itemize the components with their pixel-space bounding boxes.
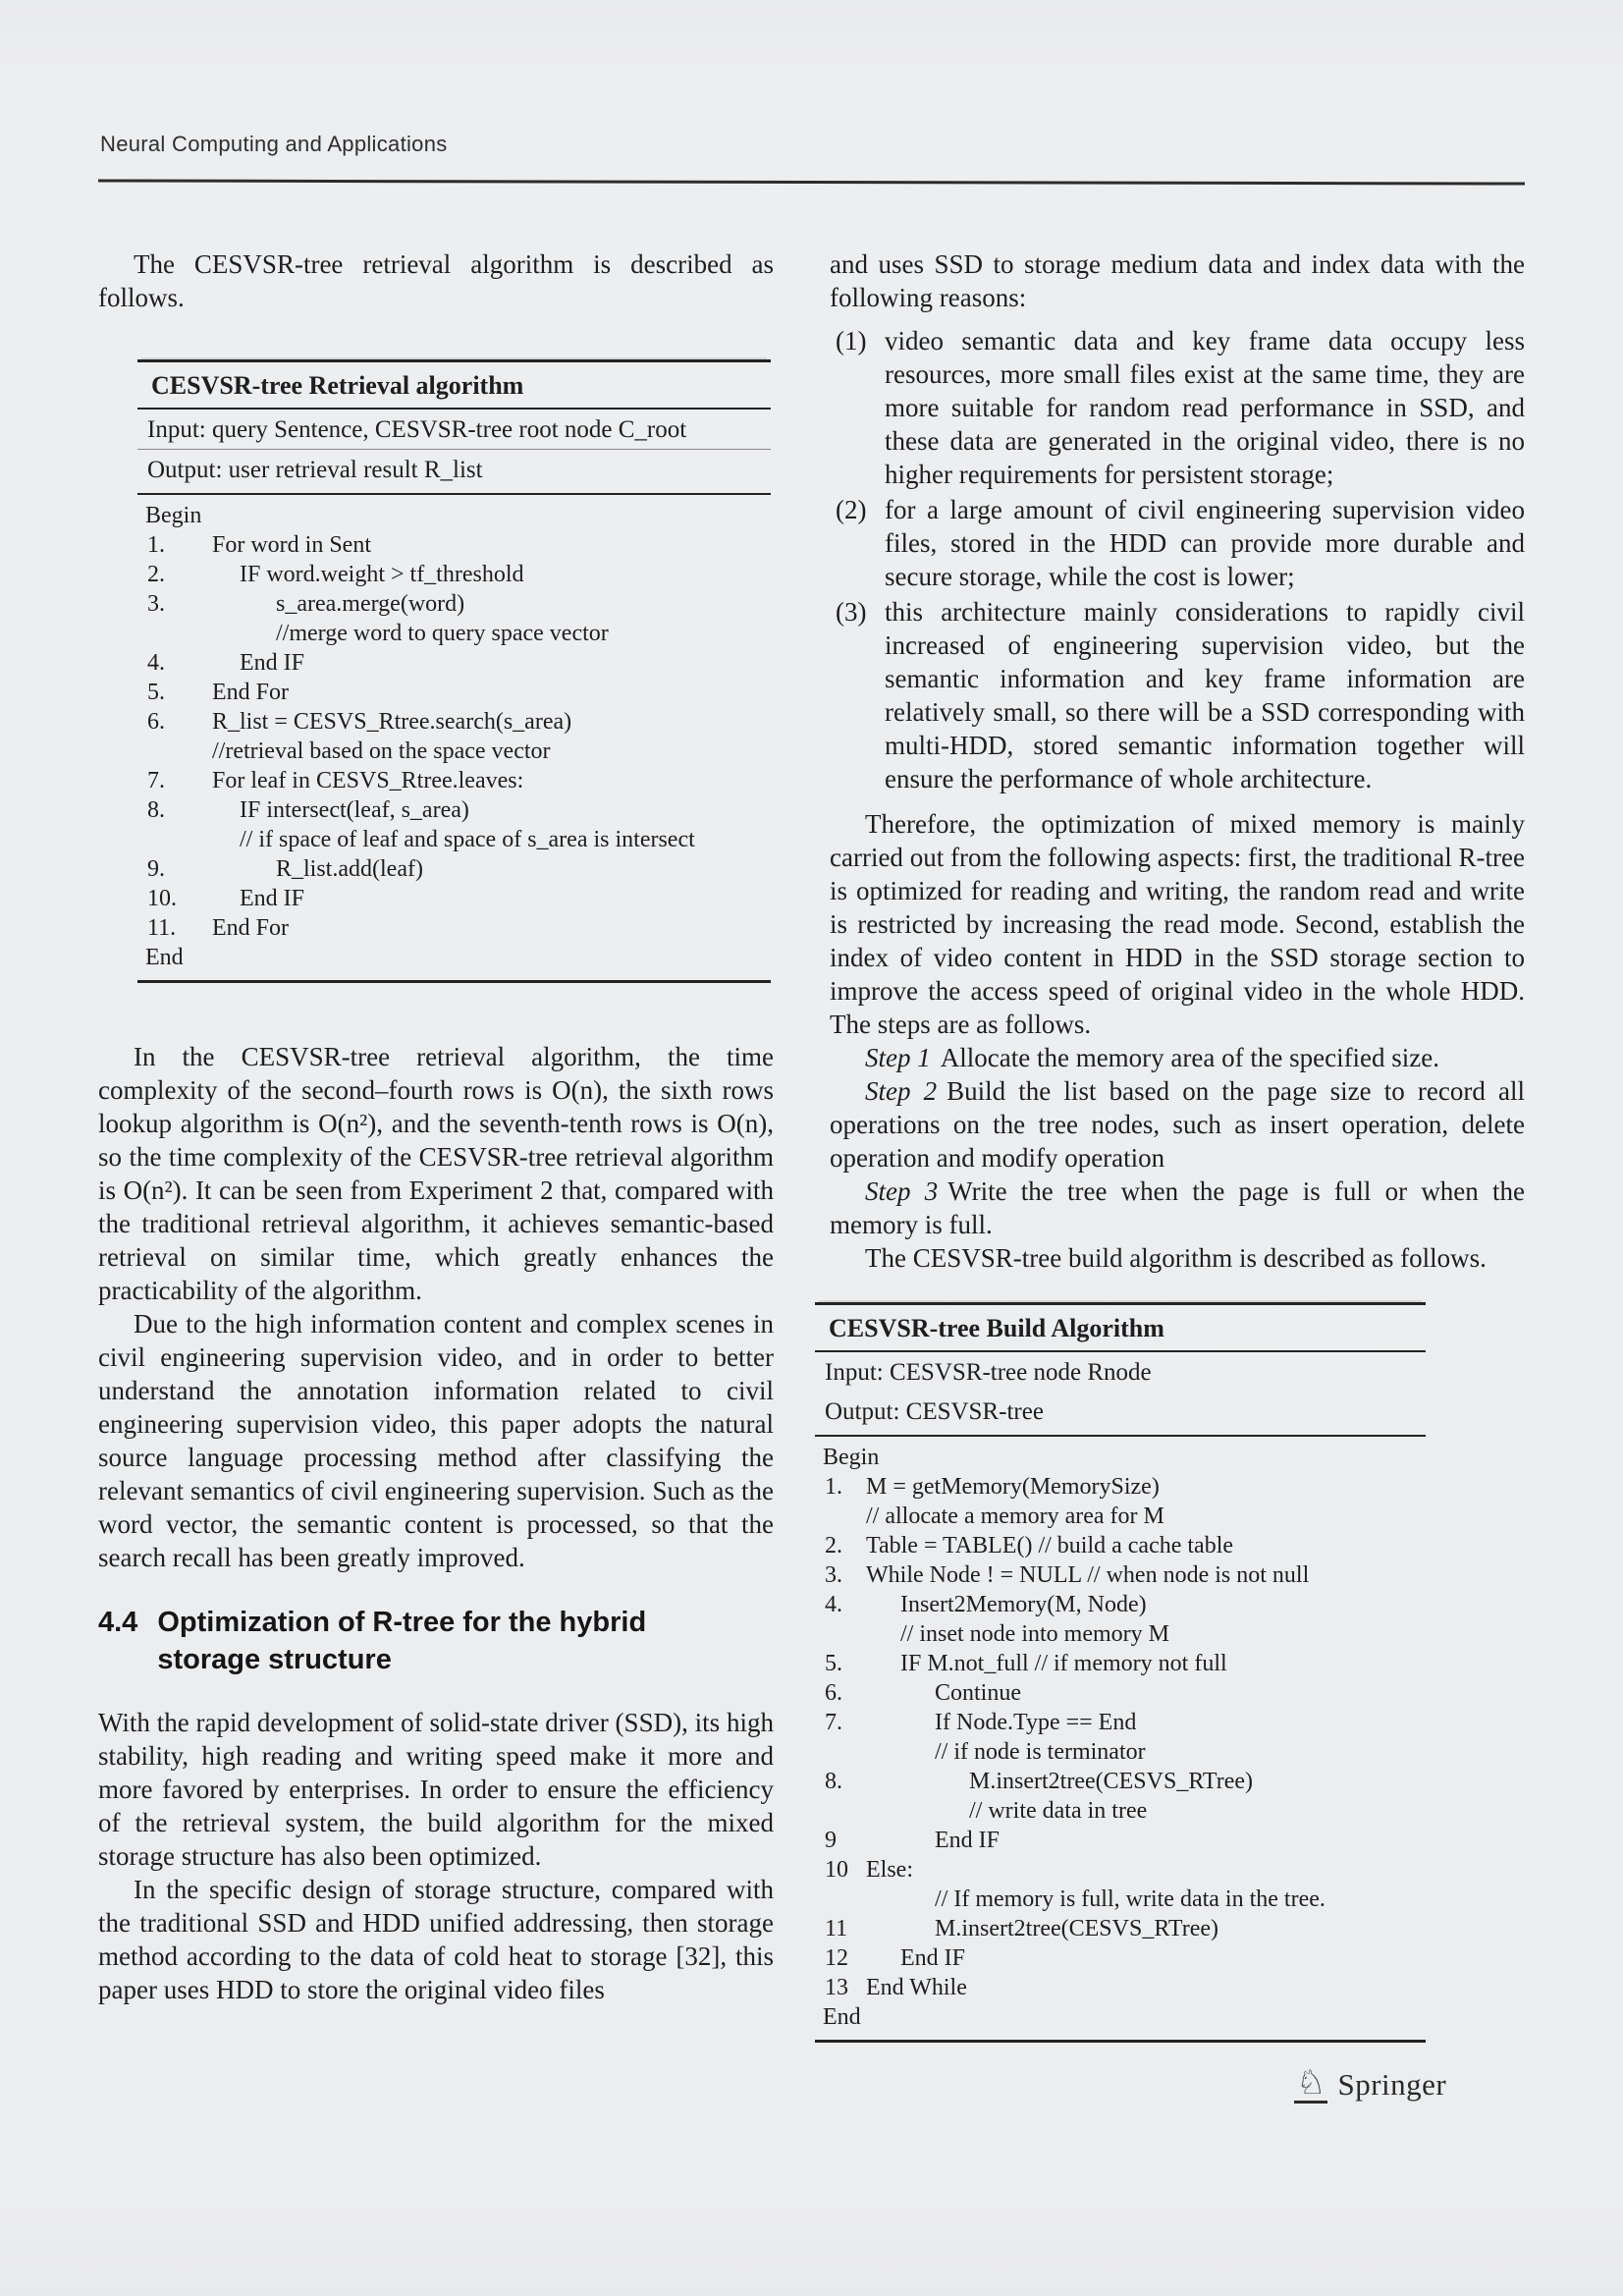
- line-code: End IF: [240, 886, 304, 911]
- line-number: 4.: [825, 1592, 842, 1617]
- algorithm-line: [137, 795, 771, 825]
- right-column: [823, 247, 1525, 2043]
- line-code: While Node ! = NULL // when node is not null: [866, 1562, 1310, 1588]
- algorithm-box-retrieval: [137, 359, 771, 983]
- line-code: IF intersect(leaf, s_area): [240, 797, 469, 823]
- line-number: 13: [825, 1975, 848, 2000]
- step-item: [830, 1041, 1525, 1074]
- section-title: Optimization of R-tree for the hybrid storage structure: [157, 1607, 647, 1675]
- line-number: 2.: [147, 562, 165, 587]
- algorithm-line: [815, 1531, 1426, 1560]
- line-number: 5.: [825, 1651, 842, 1676]
- algorithm-line: [137, 707, 771, 737]
- algorithm-title: CESVSR-tree Build Algorithm: [815, 1305, 1426, 1352]
- line-code: End IF: [240, 650, 304, 676]
- line-code: // inset node into memory M: [900, 1621, 1169, 1647]
- line-number: 3.: [147, 591, 165, 617]
- algorithm-lines: [815, 1472, 1426, 2002]
- line-number: 11.: [147, 915, 177, 941]
- line-number: 9: [825, 1828, 837, 1853]
- step-item: [830, 1074, 1525, 1175]
- algorithm-input: Input: query Sentence, CESVSR-tree root node C_root: [137, 410, 771, 450]
- line-number: 3.: [825, 1562, 842, 1588]
- line-code: End IF: [900, 1945, 965, 1971]
- reason-item: [830, 595, 1525, 795]
- algorithm-line: [815, 1855, 1426, 1885]
- algorithm-input: Input: CESVSR-tree node Rnode: [825, 1359, 1152, 1386]
- section-heading: [98, 1604, 774, 1678]
- paragraph-intro: The CESVSR-tree retrieval algorithm is described as follows.: [98, 249, 774, 312]
- line-code: Insert2Memory(M, Node): [900, 1592, 1147, 1617]
- algorithm-begin: Begin: [823, 1445, 880, 1470]
- step-text: Write the tree when the page is full or when the memory is full.: [830, 1176, 1525, 1239]
- line-code: // allocate a memory area for M: [866, 1503, 1164, 1529]
- line-code: Else:: [866, 1857, 913, 1883]
- algorithm-line: [815, 1973, 1426, 2002]
- line-number: 10: [825, 1857, 848, 1883]
- algorithm-line: [137, 825, 771, 854]
- line-code: End IF: [935, 1828, 1000, 1853]
- algorithm-line: [137, 913, 771, 943]
- step-text: Build the list based on the page size to record all operations on the tree nodes, such as insert operation, delete operation and modify operation: [830, 1076, 1525, 1173]
- algorithm-line: [815, 1502, 1426, 1531]
- line-code: Table = TABLE() // build a cache table: [866, 1533, 1234, 1558]
- line-code: M.insert2tree(CESVS_RTree): [969, 1769, 1253, 1794]
- paragraph-build-intro: The CESVSR-tree build algorithm is described as follows.: [865, 1243, 1487, 1273]
- line-code: R_list.add(leaf): [276, 856, 423, 882]
- springer-knight-icon: ♘: [1296, 2063, 1326, 2103]
- header-rule: [98, 179, 1525, 185]
- line-code: // If memory is full, write data in the tree.: [935, 1886, 1325, 1912]
- line-code: End While: [866, 1975, 967, 2000]
- algorithm-end: End: [145, 945, 184, 970]
- algorithm-begin: Begin: [145, 503, 202, 528]
- algorithm-line: [815, 1796, 1426, 1826]
- algorithm-io: [815, 1352, 1426, 1437]
- reason-text: this architecture mainly considerations to rapidly civil increased of engineering supervision video, but the semantic information and key frame information are relatively small, so there will be a SSD corresponding with multi-HDD, stored semantic information together will ensure the performance of whole architecture.: [885, 597, 1525, 793]
- paragraph-therefore: Therefore, the optimization of mixed memory is mainly carried out from the following aspects: first, the traditional R-tree is optimized for reading and writing, the random read and write is restricted by increasing the read mode. Second, establish the index of video content in HDD in the SSD storage section to improve the access speed of original video in the whole HDD. The steps are as follows.: [830, 809, 1525, 1039]
- reason-text: video semantic data and key frame data occupy less resources, more small files exist at the same time, they are more suitable for random read performance in SSD, and these data are generated in the original video, there is no higher requirements for persistent storage;: [885, 326, 1525, 489]
- algorithm-line: [815, 1472, 1426, 1502]
- reason-number: (2): [836, 495, 867, 524]
- line-number: 8.: [147, 797, 165, 823]
- paragraph-complexity: In the CESVSR-tree retrieval algorithm, the time complexity of the second–fourth rows is O(n), the sixth rows lookup algorithm is O(n²), and the seventh-tenth rows is O(n), so the time complexity of the CESVSR-tree retrieval algorithm is O(n²). It can be seen from Experiment 2 that, compared with the traditional retrieval algorithm, it achieves semantic-based retrieval on similar time, which greatly enhances the practicability of the algorithm.: [98, 1042, 774, 1305]
- left-column: [98, 247, 774, 2006]
- algorithm-line: [815, 1885, 1426, 1914]
- reasons-list: [830, 324, 1525, 795]
- paragraph-design: In the specific design of storage structure, compared with the traditional SSD and HDD unified addressing, then storage method according to the data of cold heat to storage [32], this paper uses HDD to store the original video files: [98, 1875, 774, 2004]
- reason-item: [830, 324, 1525, 491]
- algorithm-line: [815, 1943, 1426, 1973]
- line-code: s_area.merge(word): [276, 591, 465, 617]
- algorithm-line: [137, 854, 771, 884]
- journal-header: Neural Computing and Applications: [100, 132, 448, 156]
- algorithm-box-build: [815, 1302, 1426, 2043]
- line-code: M.insert2tree(CESVS_RTree): [935, 1916, 1218, 1941]
- line-code: Continue: [935, 1680, 1021, 1706]
- line-number: 6.: [825, 1680, 842, 1706]
- algorithm-line: [137, 884, 771, 913]
- line-number: 12: [825, 1945, 848, 1971]
- algorithm-lines: [137, 530, 771, 943]
- algorithm-line: [815, 1767, 1426, 1796]
- algorithm-title: CESVSR-tree Retrieval algorithm: [137, 362, 771, 410]
- springer-wordmark: Springer: [1337, 2067, 1447, 2102]
- steps-list: [830, 1041, 1525, 1241]
- line-number: 5.: [147, 680, 165, 705]
- line-code: //retrieval based on the space vector: [212, 738, 551, 764]
- reason-number: (3): [836, 597, 867, 627]
- line-number: 1.: [147, 532, 165, 558]
- line-code: End For: [212, 915, 289, 941]
- algorithm-line: [137, 737, 771, 766]
- algorithm-io: [137, 410, 771, 495]
- algorithm-line: [815, 1914, 1426, 1943]
- algorithm-output: Output: user retrieval result R_list: [147, 457, 483, 483]
- algorithm-output: Output: CESVSR-tree: [825, 1398, 1044, 1425]
- line-code: // if space of leaf and space of s_area is intersect: [240, 827, 695, 852]
- step-label: Step 2: [865, 1076, 938, 1106]
- algorithm-line: [815, 1737, 1426, 1767]
- paragraph-ssd: With the rapid development of solid-state driver (SSD), its high stability, high reading and writing speed make it more and more favored by enterprises. In order to ensure the efficiency of the retrieval system, the build algorithm for the mixed storage structure has also been optimized.: [98, 1708, 774, 1871]
- line-number: 4.: [147, 650, 165, 676]
- algorithm-line: [137, 648, 771, 678]
- algorithm-body: [815, 1437, 1426, 2040]
- line-number: 11: [825, 1916, 848, 1941]
- line-number: 2.: [825, 1533, 842, 1558]
- line-number: 7.: [147, 768, 165, 793]
- line-code: IF word.weight > tf_threshold: [240, 562, 524, 587]
- line-number: 7.: [825, 1710, 842, 1735]
- line-number: 6.: [147, 709, 165, 735]
- line-code: // write data in tree: [969, 1798, 1148, 1824]
- algorithm-line: [137, 589, 771, 619]
- springer-logo: [1294, 2063, 1447, 2104]
- line-code: For leaf in CESVS_Rtree.leaves:: [212, 768, 524, 793]
- algorithm-line: [137, 560, 771, 589]
- algorithm-body: [137, 495, 771, 980]
- reason-number: (1): [836, 326, 867, 355]
- algorithm-line: [815, 1708, 1426, 1737]
- step-text: Allocate the memory area of the specified size.: [940, 1043, 1440, 1072]
- reason-item: [830, 493, 1525, 593]
- algorithm-line: [137, 530, 771, 560]
- algorithm-line: [815, 1619, 1426, 1649]
- algorithm-line: [815, 1590, 1426, 1619]
- line-number: 9.: [147, 856, 165, 882]
- line-number: 8.: [825, 1769, 842, 1794]
- algorithm-line: [815, 1678, 1426, 1708]
- line-code: IF M.not_full // if memory not full: [900, 1651, 1227, 1676]
- algorithm-line: [137, 619, 771, 648]
- line-code: R_list = CESVS_Rtree.search(s_area): [212, 709, 572, 735]
- paragraph-continuation: and uses SSD to storage medium data and index data with the following reasons:: [830, 249, 1525, 312]
- algorithm-line: [815, 1649, 1426, 1678]
- line-code: //merge word to query space vector: [276, 621, 609, 646]
- algorithm-line: [815, 1826, 1426, 1855]
- algorithm-line: [137, 766, 771, 795]
- section-number: 4.4: [98, 1607, 138, 1638]
- line-code: If Node.Type == End: [935, 1710, 1137, 1735]
- line-code: // if node is terminator: [935, 1739, 1146, 1765]
- algorithm-line: [137, 678, 771, 707]
- line-number: 1.: [825, 1474, 842, 1500]
- paragraph-due: Due to the high information content and complex scenes in civil engineering supervision video, and in order to better understand the annotation information related to civil engineering supervision video, this paper adopts the natural source language processing method after classifying the relevant semantics of civil engineering supervision. Such as the word vector, the semantic content is processed, so that the search recall has been greatly improved.: [98, 1309, 774, 1572]
- line-code: M = getMemory(MemorySize): [866, 1474, 1160, 1500]
- line-code: End For: [212, 680, 289, 705]
- reason-text: for a large amount of civil engineering supervision video files, stored in the HDD can provide more durable and secure storage, while the cost is lower;: [885, 495, 1525, 591]
- line-code: For word in Sent: [212, 532, 371, 558]
- step-label: Step 1: [865, 1043, 931, 1072]
- line-number: 10.: [147, 886, 177, 911]
- algorithm-line: [815, 1560, 1426, 1590]
- step-label: Step 3: [865, 1176, 939, 1206]
- step-item: [830, 1175, 1525, 1241]
- algorithm-end: End: [823, 2004, 861, 2030]
